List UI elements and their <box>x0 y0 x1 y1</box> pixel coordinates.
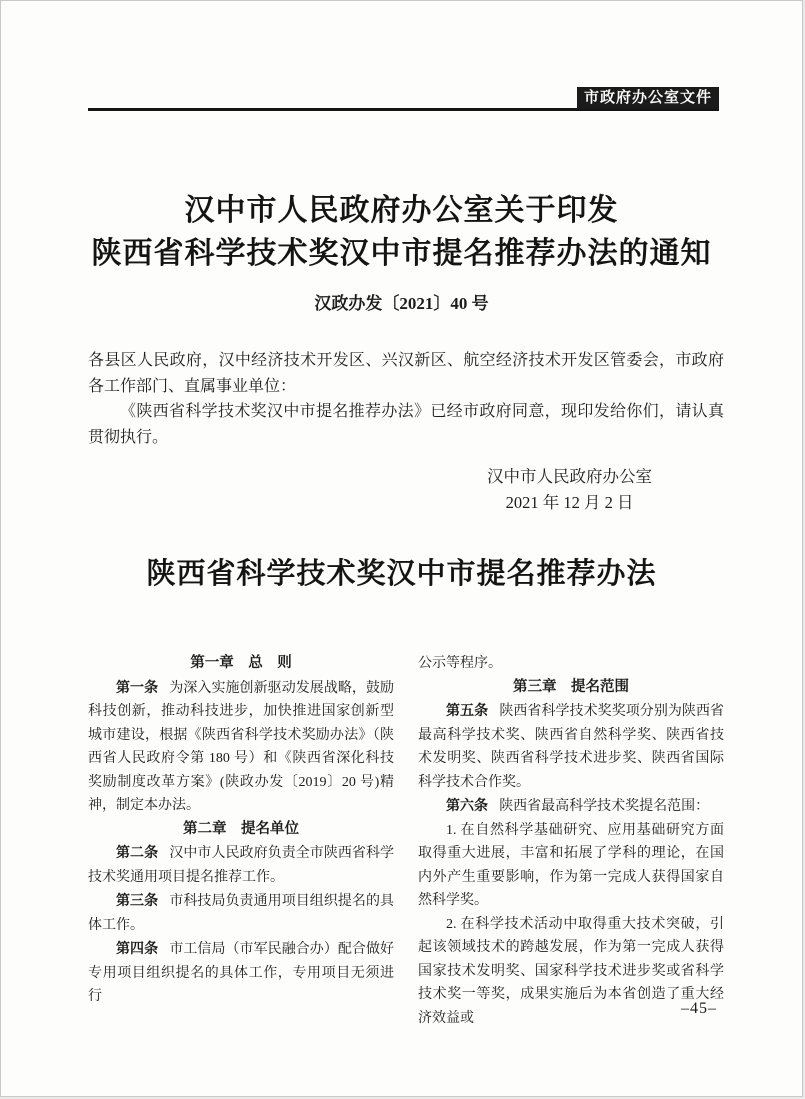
signature-date: 2021 年 12 月 2 日 <box>505 493 634 512</box>
notice-addressees: 各县区人民政府，汉中经济技术开发区、兴汉新区、航空经济技术开发区管委会，市政府各工作部门、直属事业单位： <box>88 352 724 395</box>
article-6-item-1: 1. 在自然科学基础研究、应用基础研究方面取得重大进展，丰富和拓展了学科的理论，在国内外产生重要影响，作为第一完成人获得国家自然科学奖。 <box>418 822 724 908</box>
signer-name: 汉中市人民政府办公室 <box>487 467 652 486</box>
article-4-lead: 第四条 <box>116 940 159 956</box>
article-6-lead: 第六条 <box>446 797 488 813</box>
article-2-lead: 第二条 <box>116 844 159 860</box>
doc-type-tag: 市政府办公室文件 <box>577 87 719 109</box>
chapter-1-heading: 第一章 总 则 <box>190 655 292 671</box>
article-2-text: 汉中市人民政府负责全市陕西省科学技术奖通用项目提名推荐工作。 <box>88 846 395 885</box>
article-6 <box>418 794 724 819</box>
article-5-lead: 第五条 <box>446 702 489 718</box>
article-2 <box>88 841 394 889</box>
article-4-text: 市工信局（市军民融合办）配合做好专用项目组织提名的具体工作，专用项目无须进行 <box>88 942 395 1004</box>
article-3 <box>88 889 394 937</box>
article-6-item-2: 2. 在科学技术活动中取得重大技术突破，引起该领域技术的跨越发展，作为第一完成人获得国家技术发明奖、国家科学技术进步奖或省科学技术奖一等奖，成果实施后为本省创造了重大经济效益或 <box>418 916 724 1026</box>
chapter-3-heading: 第三章 提名范围 <box>513 678 629 695</box>
header-band <box>88 87 719 113</box>
right-column <box>418 652 724 1030</box>
notice-main-paragraph: 《陕西省科学技术奖汉中市提名推荐办法》已经市政府同意，现印发给你们，请认真贯彻执行。 <box>88 403 724 446</box>
notice-title <box>1 189 802 275</box>
signature-block <box>487 464 652 516</box>
chapter-2-heading: 第二章 提名单位 <box>183 820 299 837</box>
article-1-text: 为深入实施创新驱动发展战略，鼓励科技创新，推动科技进步，加快推进国家创新型城市建设，根据《陕西省科学技术奖励办法》（陕西省人民政府令第 180 号）和《陕西省深化科技奖励制度改革方案》(陕政办发〔2019〕20 号)精神，制定本办法。 <box>88 680 395 813</box>
article-6-text: 陕西省最高科学技术奖提名范围： <box>499 799 710 814</box>
doc-number: 汉政办发〔2021〕40 号 <box>314 294 489 313</box>
notice-title-line2: 陕西省科学技术奖汉中市提名推荐办法的通知 <box>91 237 712 270</box>
measure-title: 陕西省科学技术奖汉中市提名推荐办法 <box>146 558 657 590</box>
article-3-text: 市科技局负责通用项目组织提名的具体工作。 <box>88 894 395 933</box>
article-4 <box>88 937 394 1009</box>
article-5 <box>418 699 724 794</box>
notice-title-line1: 汉中市人民政府办公室关于印发 <box>184 194 619 227</box>
article-5-text: 陕西省科学技术奖奖项分别为陕西省最高科学技术奖、陕西省自然科学奖、陕西省技术发明奖、陕西省科学技术进步奖、陕西省国际科学技术合作奖。 <box>418 704 725 790</box>
measure-body <box>88 652 724 1030</box>
notice-body <box>88 348 724 450</box>
left-column <box>88 652 394 1030</box>
page-number: –45– <box>681 1000 717 1017</box>
article-4-continuation: 公示等程序。 <box>418 656 502 671</box>
article-1-lead: 第一条 <box>116 678 159 695</box>
article-3-lead: 第三条 <box>116 892 159 908</box>
article-1 <box>88 676 394 818</box>
